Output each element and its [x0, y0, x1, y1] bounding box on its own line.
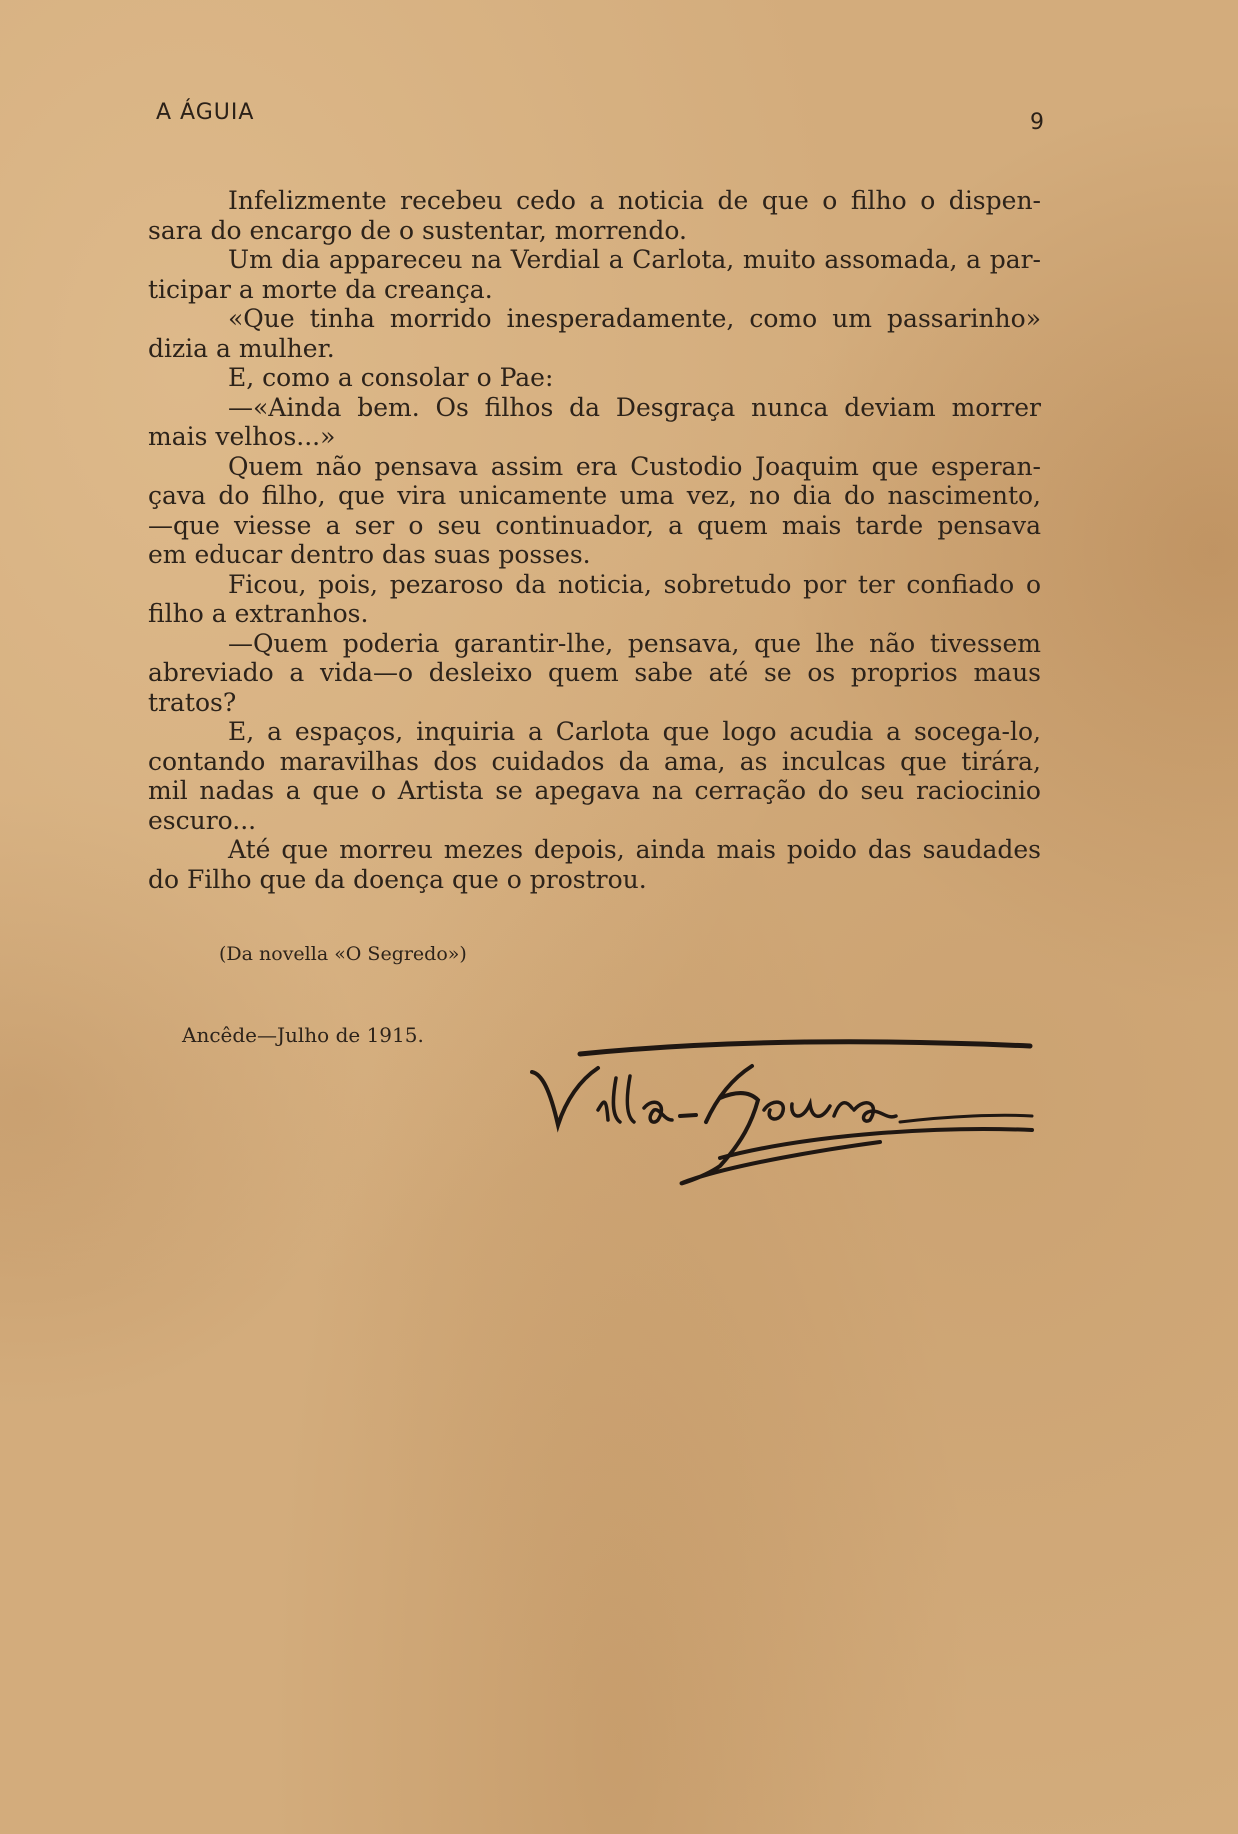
article-body: [148, 186, 1041, 894]
body-line: escuro...: [148, 805, 257, 835]
body-line: em educar dentro das suas posses.: [148, 540, 591, 569]
body-line: —«Ainda bem. Os filhos da Desgraça nunca deviam morrer: [228, 392, 1041, 422]
body-line: Um dia appareceu na Verdial a Carlota, muito assomada, a par-: [228, 245, 1041, 274]
page-number: 9: [1030, 110, 1044, 135]
body-line: E, como a consolar o Pae:: [228, 363, 554, 392]
body-line: —Quem poderia garantir-lhe, pensava, que lhe não tivessem: [228, 628, 1041, 658]
body-line: ticipar a morte da creança.: [148, 274, 493, 304]
body-line: dizia a mulher.: [148, 333, 335, 363]
body-line: sara do encargo de o sustentar, morrendo.: [148, 215, 687, 245]
body-line: Até que morreu mezes depois, ainda mais poido das saudades: [228, 835, 1041, 864]
signature-image: [520, 1030, 1040, 1190]
body-line: «Que tinha morrido inesperadamente, como um passarinho»: [228, 304, 1041, 333]
body-line: Quem não pensava assim era Custodio Joaquim que esperan-: [228, 451, 1041, 481]
body-line: E, a espaços, inquiria a Carlota que logo acudia a socega-lo,: [228, 717, 1041, 746]
dateline: Ancêde—Julho de 1915.: [182, 1023, 424, 1047]
running-title: A ÁGUIA: [156, 100, 255, 125]
body-line: Ficou, pois, pezaroso da noticia, sobretudo por ter confiado o: [228, 569, 1041, 599]
source-note: (Da novella «O Segredo»): [219, 943, 467, 965]
body-line: filho a extranhos.: [148, 599, 369, 628]
body-line: mil nadas a que o Artista se apegava na cerração do seu raciocinio: [148, 776, 1041, 805]
body-line: çava do filho, que vira unicamente uma vez, no dia do nascimento,: [148, 481, 1041, 510]
body-line: mais velhos...»: [148, 422, 336, 451]
body-line: do Filho que da doença que o prostrou.: [148, 864, 647, 894]
body-line: abreviado a vida—o desleixo quem sabe até se os proprios maus: [148, 658, 1041, 687]
body-line: contando maravilhas dos cuidados da ama, as inculcas que tirára,: [148, 746, 1041, 776]
body-line: tratos?: [148, 687, 237, 717]
body-line: Infelizmente recebeu cedo a noticia de que o filho o dispen-: [228, 186, 1041, 215]
body-line: —que viesse a ser o seu continuador, a quem mais tarde pensava: [148, 510, 1041, 540]
